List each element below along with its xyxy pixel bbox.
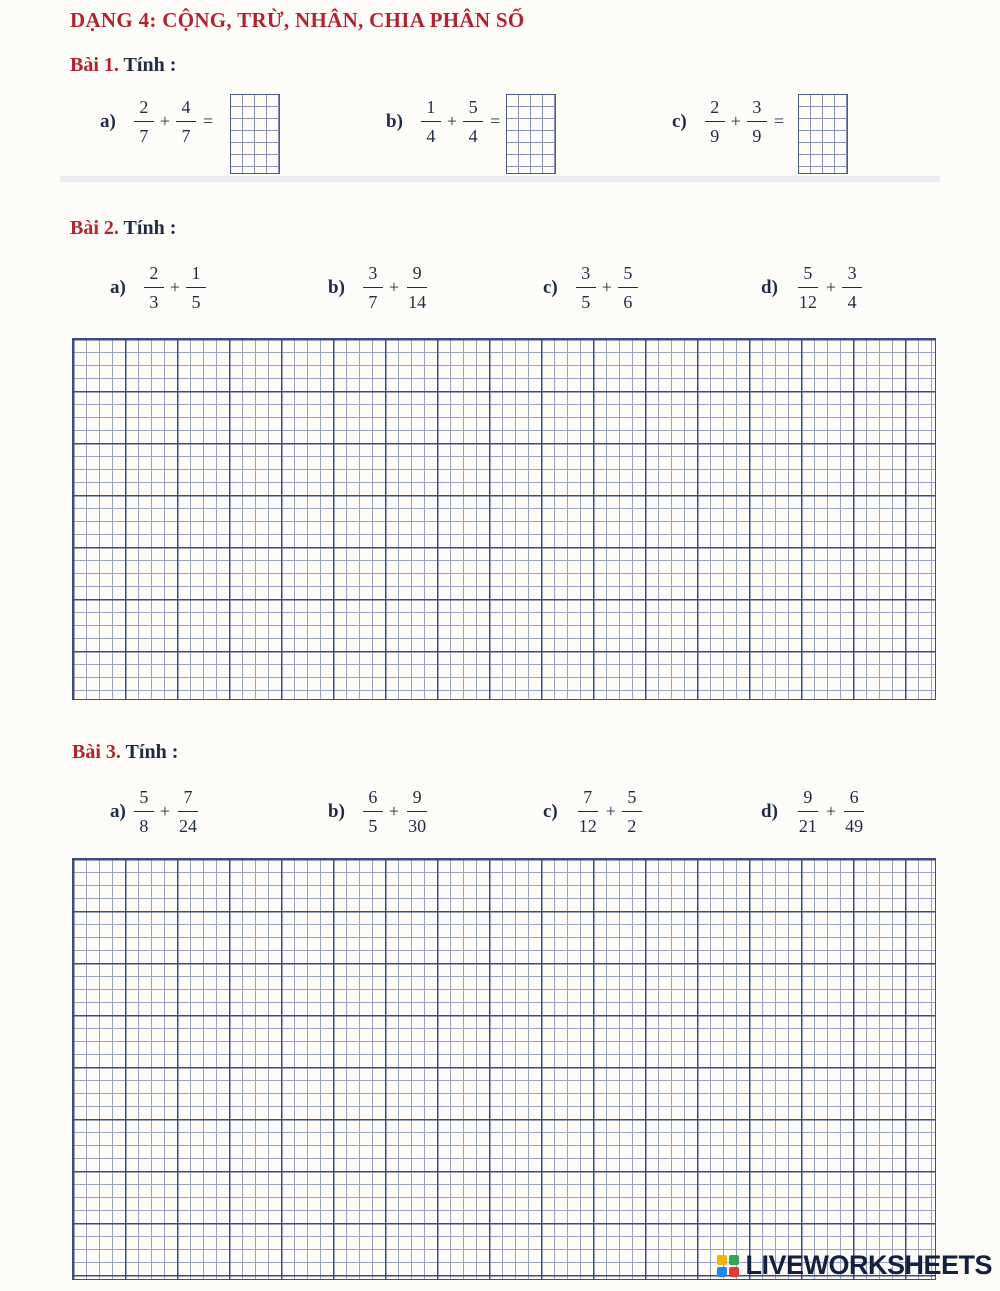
numerator: 5 (798, 264, 818, 288)
exercise-3-number: Bài 3. (72, 741, 121, 763)
fraction (705, 98, 725, 145)
answer-box-1c[interactable] (798, 94, 848, 174)
exercise-2-number: Bài 2. (70, 217, 119, 239)
fraction (363, 264, 383, 311)
denominator: 4 (847, 292, 857, 312)
operator: + (601, 277, 612, 297)
denominator: 12 (798, 292, 817, 312)
denominator: 6 (623, 292, 633, 312)
denominator: 24 (178, 816, 197, 836)
fraction (144, 264, 164, 311)
item-label: b) (328, 276, 345, 298)
exercise-1-item-b (386, 98, 500, 145)
logo-square (729, 1267, 739, 1277)
logo-square (729, 1255, 739, 1265)
item-label: c) (543, 800, 558, 822)
numerator: 9 (407, 788, 427, 812)
denominator: 49 (845, 816, 864, 836)
exercise-3-heading (72, 741, 178, 764)
operator: + (159, 801, 170, 821)
numerator: 7 (178, 788, 198, 812)
item-label: c) (543, 276, 558, 298)
denominator: 3 (149, 292, 159, 312)
item-label: c) (672, 110, 687, 132)
numerator: 1 (186, 264, 206, 288)
exercise-1-item-a (100, 98, 213, 145)
denominator: 5 (191, 292, 201, 312)
item-label: d) (761, 800, 778, 822)
denominator: 7 (368, 292, 378, 312)
exercise-2-word: Tính : (123, 217, 177, 239)
numerator: 3 (363, 264, 383, 288)
numerator: 3 (576, 264, 596, 288)
exercise-2-item-c (543, 264, 640, 311)
fraction (186, 264, 206, 311)
fraction (622, 788, 642, 835)
liveworksheets-watermark (717, 1250, 992, 1281)
exercise-3-word: Tính : (125, 741, 179, 763)
exercise-3-item-b (328, 788, 431, 835)
operator: + (446, 111, 458, 131)
work-grid-exercise-3[interactable] (72, 858, 936, 1280)
scan-shadow (60, 176, 940, 182)
fraction (576, 788, 600, 835)
operator: + (169, 277, 180, 297)
answer-box-1a[interactable] (230, 94, 280, 174)
fraction (463, 98, 483, 145)
item-label: d) (761, 276, 778, 298)
operator: + (825, 801, 837, 821)
logo-square (717, 1255, 727, 1265)
fraction (134, 788, 154, 835)
page-title: DẠNG 4: CỘNG, TRỪ, NHÂN, CHIA PHÂN SỐ (70, 8, 525, 32)
fraction (618, 264, 638, 311)
watermark-text: LIVEWORKSHEETS (745, 1250, 992, 1280)
numerator: 1 (421, 98, 441, 122)
denominator: 9 (710, 126, 720, 146)
work-grid-exercise-2[interactable] (72, 338, 936, 700)
operator: + (388, 277, 400, 297)
item-label: b) (386, 110, 403, 132)
exercise-1-item-c (672, 98, 784, 145)
denominator: 7 (181, 126, 191, 146)
exercise-3-item-d (761, 788, 868, 835)
denominator: 9 (752, 126, 762, 146)
fraction (747, 98, 767, 145)
operator: + (159, 111, 170, 131)
equals-sign: = (202, 111, 214, 131)
operator: + (730, 111, 741, 131)
exercise-1-word: Tính : (123, 54, 177, 76)
fraction (405, 264, 429, 311)
exercise-3-item-c (543, 788, 644, 835)
denominator: 2 (627, 816, 637, 836)
fraction (405, 788, 429, 835)
numerator: 5 (134, 788, 154, 812)
denominator: 4 (426, 126, 436, 146)
operator: + (825, 277, 837, 297)
numerator: 6 (844, 788, 864, 812)
item-label: a) (100, 110, 116, 132)
denominator: 21 (798, 816, 817, 836)
logo-square (717, 1267, 727, 1277)
denominator: 5 (368, 816, 378, 836)
denominator: 8 (139, 816, 149, 836)
denominator: 14 (408, 292, 427, 312)
denominator: 7 (139, 126, 149, 146)
fraction (421, 98, 441, 145)
fraction (842, 264, 862, 311)
fraction (796, 264, 820, 311)
denominator: 12 (578, 816, 597, 836)
exercise-3-item-a (110, 788, 202, 835)
answer-box-1b[interactable] (506, 94, 556, 174)
denominator: 30 (408, 816, 427, 836)
fraction (842, 788, 866, 835)
denominator: 4 (468, 126, 478, 146)
exercise-2-item-a (110, 264, 208, 311)
item-label: b) (328, 800, 345, 822)
numerator: 6 (363, 788, 383, 812)
numerator: 2 (144, 264, 164, 288)
fraction (134, 98, 154, 145)
exercise-2-heading (70, 217, 176, 240)
exercise-1-heading (70, 54, 176, 77)
numerator: 9 (407, 264, 427, 288)
numerator: 3 (842, 264, 862, 288)
denominator: 5 (581, 292, 591, 312)
numerator: 7 (578, 788, 598, 812)
numerator: 9 (798, 788, 818, 812)
numerator: 5 (463, 98, 483, 122)
numerator: 2 (705, 98, 725, 122)
fraction (363, 788, 383, 835)
numerator: 2 (134, 98, 154, 122)
exercise-2-item-b (328, 264, 431, 311)
fraction (176, 788, 200, 835)
item-label: a) (110, 800, 126, 822)
numerator: 5 (622, 788, 642, 812)
fraction (796, 788, 820, 835)
operator: + (388, 801, 400, 821)
numerator: 5 (618, 264, 638, 288)
equals-sign: = (490, 111, 501, 131)
exercise-2-item-d (761, 264, 864, 311)
fraction (176, 98, 196, 145)
operator: + (605, 801, 616, 821)
numerator: 3 (747, 98, 767, 122)
liveworksheets-logo-icon (717, 1255, 739, 1277)
equals-sign: = (773, 111, 785, 131)
exercise-1-number: Bài 1. (70, 54, 119, 76)
fraction (576, 264, 596, 311)
item-label: a) (110, 276, 126, 298)
numerator: 4 (176, 98, 196, 122)
